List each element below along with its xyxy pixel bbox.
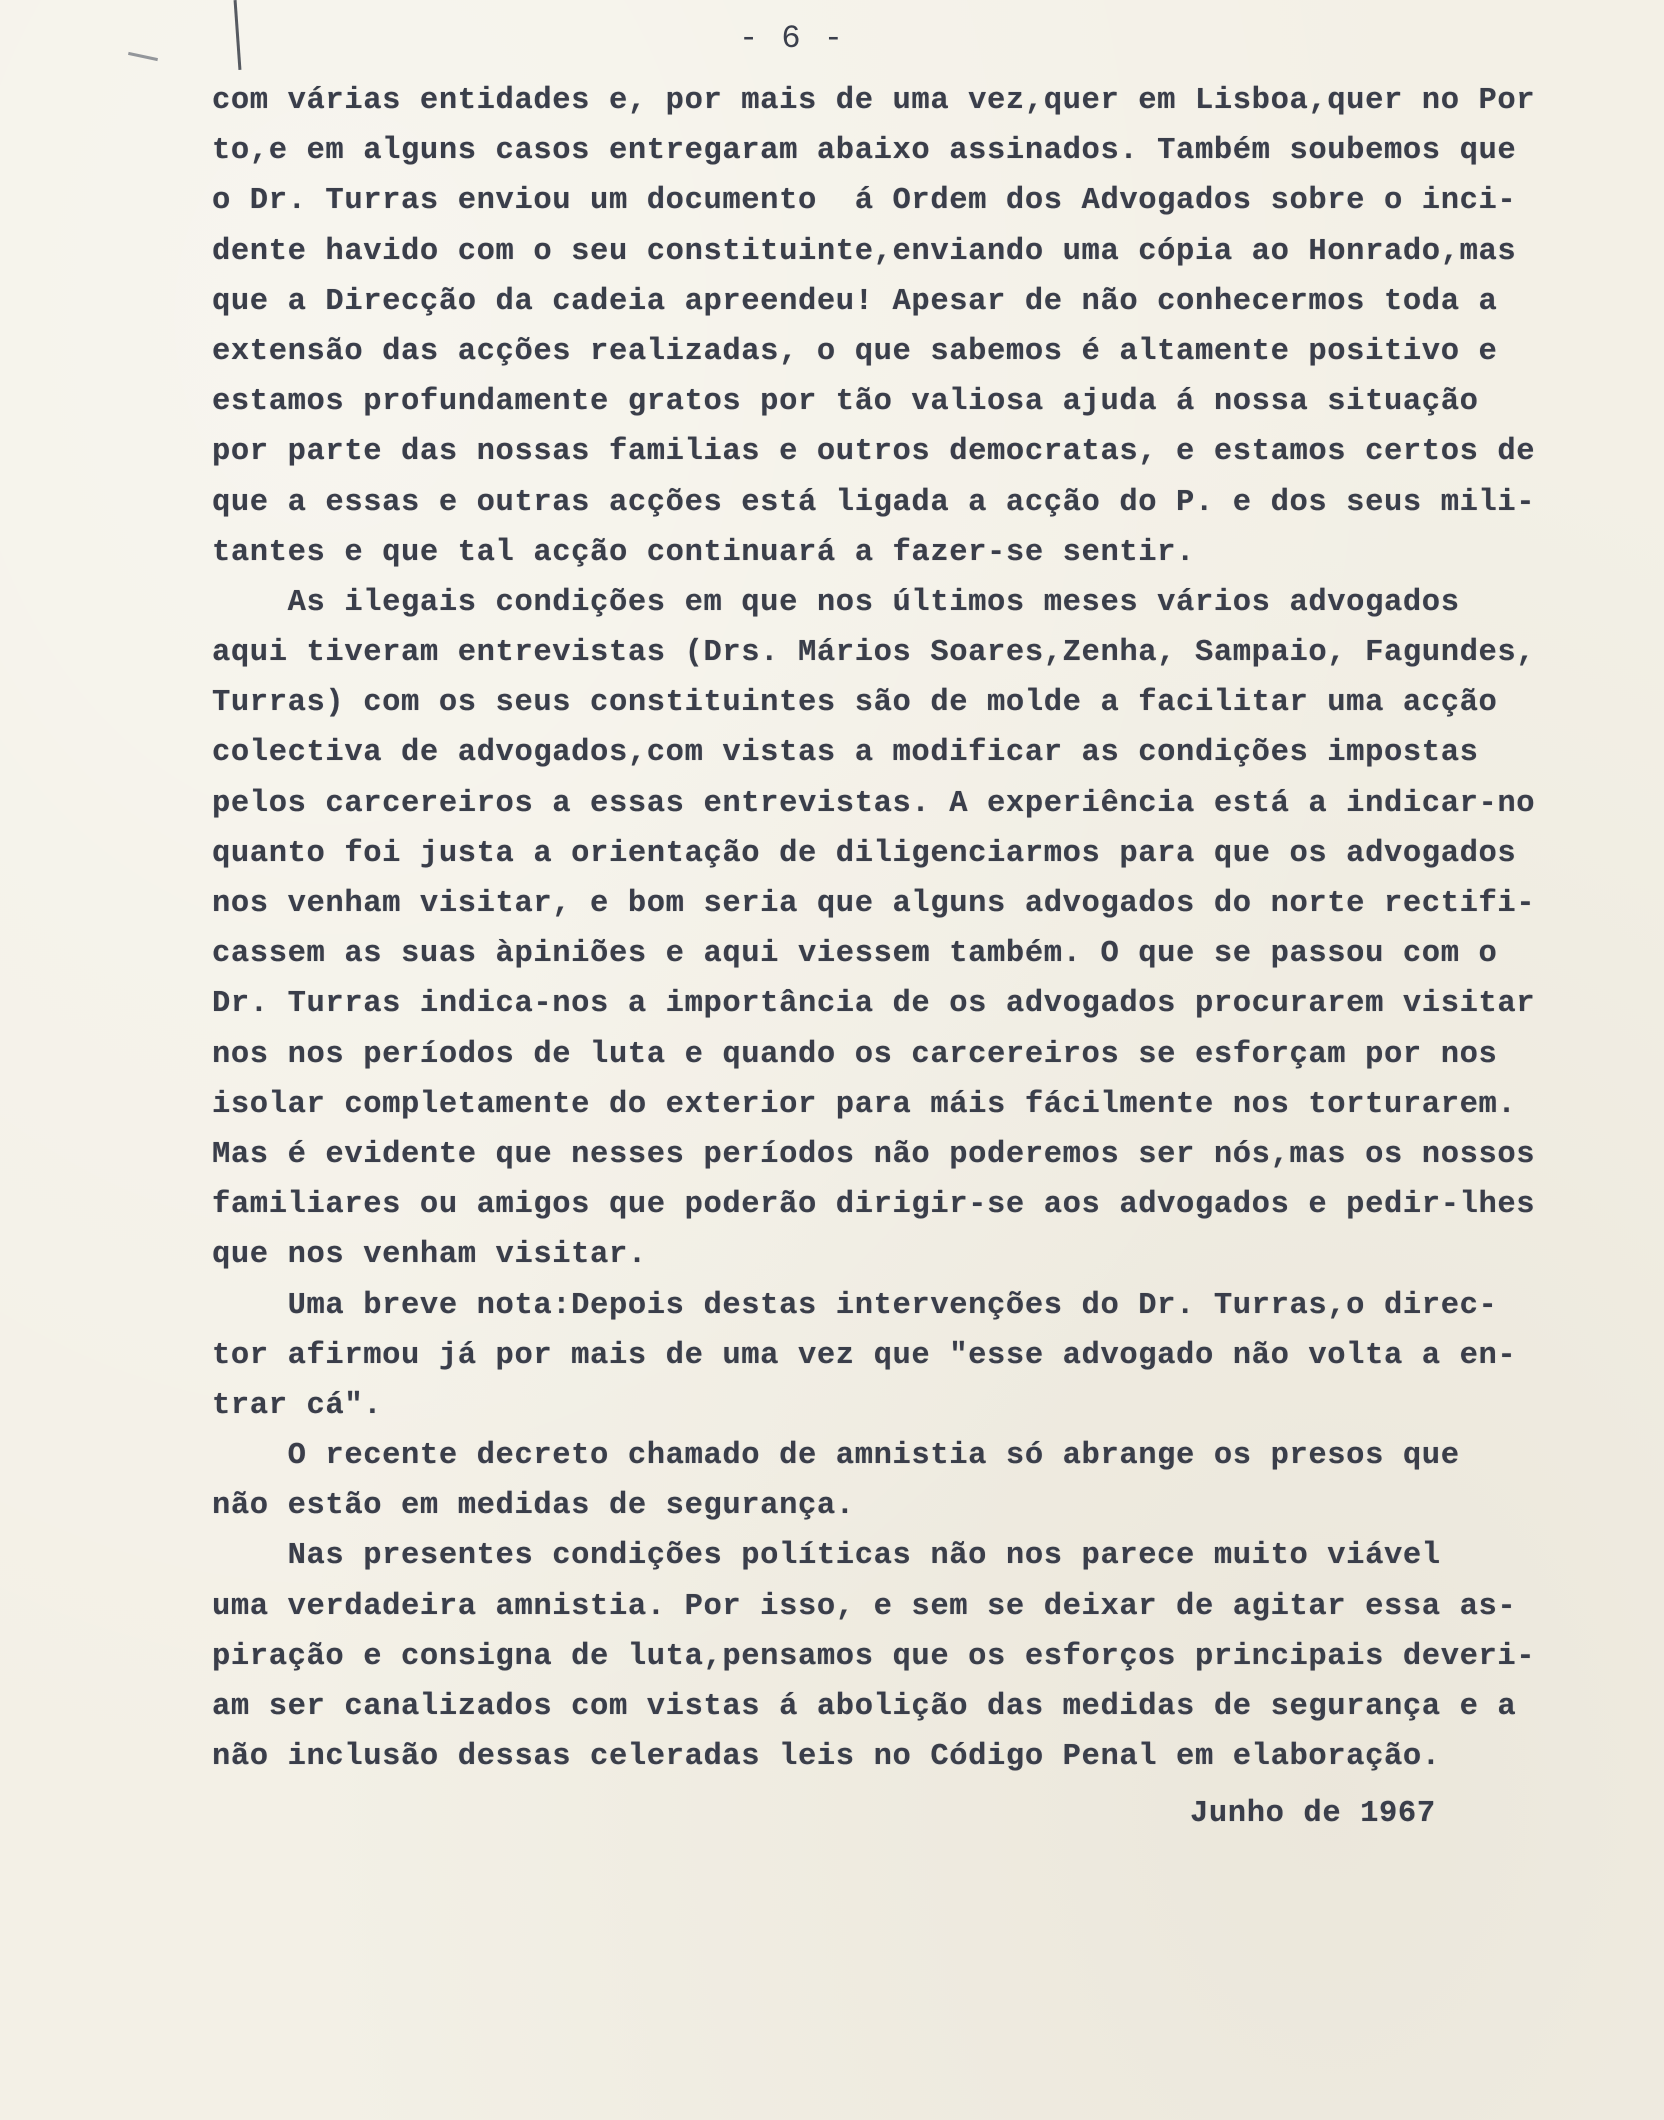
- text-line: estamos profundamente gratos por tão valiosa ajuda á nossa situação: [212, 385, 1479, 420]
- text-line: cassem as suas àpiniões e aqui viessem também. O que se passou com o: [212, 937, 1498, 972]
- text-line: isolar completamente do exterior para máis fácilmente nos torturarem.: [212, 1087, 1517, 1122]
- text-line: tantes e que tal acção continuará a fazer-se sentir.: [212, 535, 1195, 570]
- text-line: por parte das nossas familias e outros democratas, e estamos certos de: [212, 435, 1536, 470]
- text-line: Uma breve nota:Depois destas intervenções do Dr. Turras,o direc-: [212, 1288, 1498, 1323]
- text-line: dente havido com o seu constituinte,enviando uma cópia ao Honrado,mas: [212, 234, 1517, 269]
- text-line: não inclusão dessas celeradas leis no Código Penal em elaboração.: [212, 1740, 1441, 1775]
- text-line: extensão das acções realizadas, o que sabemos é altamente positivo e: [212, 334, 1498, 369]
- text-line: que nos venham visitar.: [212, 1238, 647, 1273]
- margin-pencil-mark: [128, 52, 158, 61]
- text-line: Mas é evidente que nesses períodos não poderemos ser nós,mas os nossos: [212, 1137, 1536, 1172]
- text-line: Turras) com os seus constituintes são de molde a facilitar uma acção: [212, 686, 1498, 721]
- text-line: trar cá".: [212, 1388, 383, 1423]
- text-line: familiares ou amigos que poderão dirigir-se aos advogados e pedir-lhes: [212, 1188, 1536, 1223]
- text-line: o Dr. Turras enviou um documento á Ordem dos Advogados sobre o inci-: [212, 184, 1517, 219]
- text-line: Dr. Turras indica-nos a importância de os advogados procurarem visitar: [212, 987, 1536, 1022]
- text-line: Nas presentes condições políticas não nos parece muito viável: [212, 1539, 1441, 1574]
- page-number: - 6 -: [738, 20, 845, 57]
- text-line: que a essas e outras acções está ligada a acção do P. e dos seus mili-: [212, 485, 1536, 520]
- text-line: uma verdadeira amnistia. Por isso, e sem se deixar de agitar essa as-: [212, 1589, 1517, 1624]
- date-signoff: Junho de 1967: [1190, 1797, 1436, 1831]
- text-line: am ser canalizados com vistas á abolição das medidas de segurança e a: [212, 1690, 1517, 1724]
- text-line: to,e em alguns casos entregaram abaixo assinados. Também soubemos que: [212, 134, 1517, 169]
- text-line: piração e consigna de luta,pensamos que os esforços principais deveri-: [212, 1639, 1536, 1674]
- text-line: não estão em medidas de segurança.: [212, 1489, 855, 1524]
- text-line: aqui tiveram entrevistas (Drs. Mários Soares,Zenha, Sampaio, Fagundes,: [212, 636, 1536, 671]
- text-line: nos venham visitar, e bom seria que alguns advogados do norte rectifi-: [212, 887, 1536, 921]
- text-line: O recente decreto chamado de amnistia só abrange os presos que: [212, 1439, 1460, 1474]
- text-line: As ilegais condições em que nos últimos meses vários advogados: [212, 585, 1460, 620]
- body-text: [212, 76, 1642, 1782]
- text-line: com várias entidades e, por mais de uma vez,quer em Lisboa,quer no Por: [212, 84, 1536, 118]
- text-line: quanto foi justa a orientação de diligenciarmos para que os advogados: [212, 836, 1517, 871]
- text-line: tor afirmou já por mais de uma vez que "esse advogado não volta a en-: [212, 1338, 1517, 1373]
- text-line: colectiva de advogados,com vistas a modificar as condições impostas: [212, 736, 1479, 771]
- text-line: pelos carcereiros a essas entrevistas. A experiência está a indicar-no: [212, 786, 1536, 821]
- margin-edge-line: [234, 0, 242, 70]
- text-line: nos nos períodos de luta e quando os carcereiros se esforçam por nos: [212, 1037, 1498, 1072]
- text-line: que a Direcção da cadeia apreendeu! Apesar de não conhecermos toda a: [212, 284, 1498, 319]
